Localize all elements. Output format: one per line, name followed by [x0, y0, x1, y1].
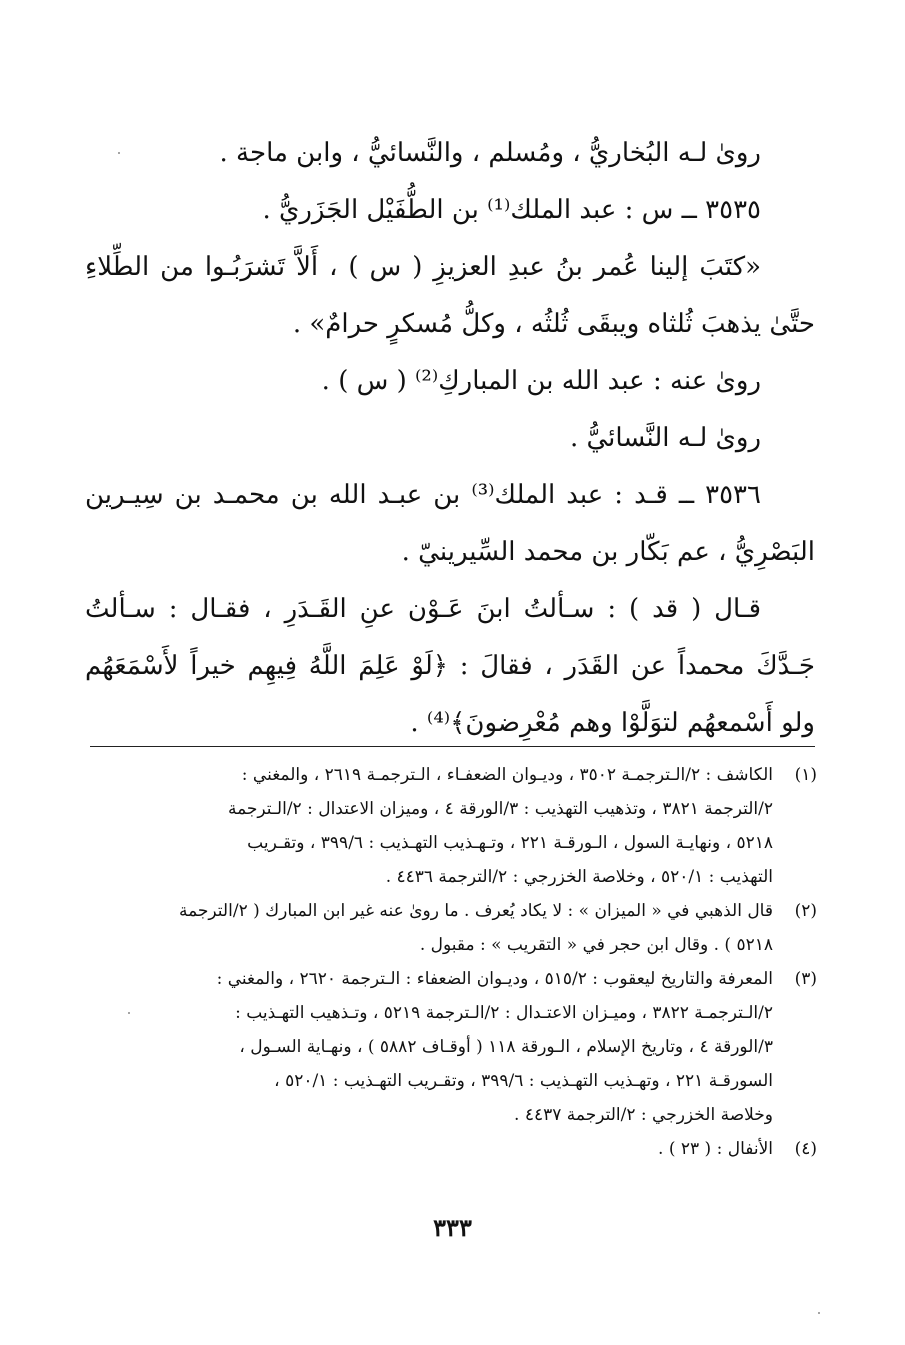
footnote-number: (٣): [794, 969, 817, 989]
footnote-3: [87, 962, 817, 1132]
footnote-line: ٣/الورقة ٤ ، وتاريخ الإسلام ، الـورقة ١١٨ ( أوقـاف ٥٨٨٢ ) ، ونهـاية السـول ،: [239, 1037, 773, 1057]
footnote-line: السورقـة ٢٢١ ، وتهـذيب التهـذيب : ٣٩٩/٦ ، وتقـريب التهـذيب : ٥٢٠/١ ،: [274, 1071, 773, 1091]
footnote-text: [87, 758, 773, 894]
footnote-line: الأنفال : ( ٢٣ ) .: [658, 1139, 773, 1159]
footnote-number: (٤): [794, 1139, 817, 1159]
entry-3536-heading: ٣٥٣٦ ــ قـد : عبد الملك⁽³⁾ بن عبـد الله بن محمـد بن سِيـرين البَصْرِيُّ ، عم بَكّار بن محمد السِّيرينيّ .: [85, 480, 815, 567]
footnote-line: ٢/الترجمة ٣٨٢١ ، وتذهيب التهذيب : ٣/الورقة ٤ ، وميزان الاعتدال : ٢/الـترجمة: [227, 799, 773, 819]
quote-paragraph: قـال ( قد ) : سـألتُ ابنَ عَـوْن عنِ القَـدَرِ ، فقـال : سـألتُ جَـدَّكَ محمداً عن القَدَر ، فقالَ : ﴿لَوْ عَلِمَ اللَّهُ فِيهِم خيراً لأَسْمَعَهُم ولو أَسْمعهُم لتوَلَّوْا وهم مُعْرِضونَ﴾⁽⁴⁾ .: [85, 594, 815, 738]
footnote-line: الكاشف : ٢/الـترجمـة ٣٥٠٢ ، وديـوان الضعفـاء ، الـترجمـة ٢٦١٩ ، والمغني :: [241, 765, 773, 785]
footnote-divider: [90, 746, 815, 747]
footnote-line: وخلاصة الخزرجي : ٢/الترجمة ٤٤٣٧ .: [514, 1105, 773, 1125]
footnote-text: [87, 894, 773, 962]
footnote-line: قال الذهبي في « الميزان » : لا يكاد يُعرف . ما روىٰ عنه غير ابن المبارك ( ٢/الترجمة: [178, 901, 773, 921]
scan-speck: [118, 152, 120, 154]
footnote-number: (١): [794, 765, 817, 785]
footnote-text: [87, 1132, 773, 1166]
footnote-line: ٢/الـترجمـة ٣٨٢٢ ، وميـزان الاعتـدال : ٢/الـترجمة ٥٢١٩ ، وتـذهيب التهـذيب :: [235, 1003, 773, 1023]
main-text: [85, 125, 815, 752]
footnote-line: المعرفة والتاريخ ليعقوب : ٥١٥/٢ ، وديـوان الضعفاء : الـترجمة ٢٦٢٠ ، والمغني :: [216, 969, 773, 989]
narration-line: روىٰ لـه البُخاريُّ ، ومُسلم ، والنَّسائيُّ ، وابن ماجة .: [219, 138, 761, 168]
footnote-line: ٥٢١٨ ، ونهايـة السول ، الـورقـة ٢٢١ ، وتـهـذيب التهـذيب : ٣٩٩/٦ ، وتقـريب: [247, 833, 773, 853]
narrated-from-line: روىٰ عنه : عبد الله بن المباركِ⁽²⁾ ( س ) .: [321, 366, 761, 396]
scan-speck: [128, 1012, 130, 1014]
narration-line: روىٰ لـه النَّسائيُّ .: [569, 423, 761, 453]
footnote-line: ٥٢١٨ ) . وقال ابن حجر في « التقريب » : مقبول .: [419, 935, 773, 955]
footnote-1: [87, 758, 817, 894]
footnote-text: [87, 962, 773, 1132]
footnote-2: [87, 894, 817, 962]
page-number: ٣٣٣: [433, 1213, 472, 1242]
footnote-line: التهذيب : ٥٢٠/١ ، وخلاصة الخزرجي : ٢/الترجمة ٤٤٣٦ .: [385, 867, 773, 887]
footnote-number: (٢): [794, 901, 817, 921]
scan-speck: [818, 1312, 820, 1314]
footnote-4: [87, 1132, 817, 1166]
entry-3535-heading: ٣٥٣٥ ــ س : عبد الملك⁽¹⁾ بن الطُّفَيْل الجَزَريُّ .: [262, 195, 761, 225]
quote-paragraph: «كتَبَ إلينا عُمر بنُ عبدِ العزيزِ ( س ) ، أَلاَّ تَشرَبُـوا من الطِّلاءِ حتَّىٰ يذهبَ ثُلثاه ويبقَى ثُلثُه ، وكلُّ مُسكرٍ حرامٌ» .: [85, 252, 815, 339]
footnotes: [87, 758, 817, 1166]
